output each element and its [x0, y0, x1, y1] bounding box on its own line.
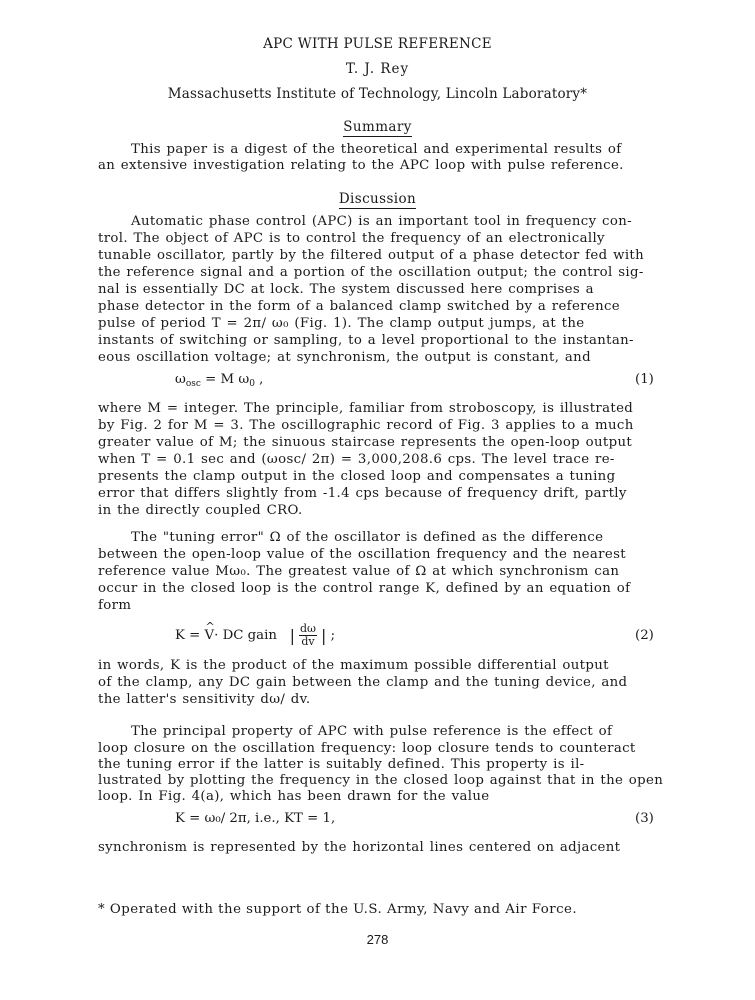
eq2-lhs: K =: [175, 628, 205, 643]
eq2-tail: ;: [330, 628, 336, 643]
eq2-frac-den: dv: [301, 635, 315, 648]
summary-heading-text: Summary: [343, 119, 412, 135]
abs-bar-right: |: [321, 625, 327, 645]
paragraph-line: of the clamp, any DC gain between the clamp and the tuning device, and: [98, 675, 628, 690]
summary-line: This paper is a digest of the theoretical and experimental results of: [131, 142, 622, 157]
footnote: * Operated with the support of the U.S. Army, Navy and Air Force.: [98, 902, 578, 917]
equation-1-number: (1): [635, 372, 654, 387]
paragraph-line: phase detector in the form of a balanced clamp switched by a reference: [98, 299, 621, 314]
paragraph-line: presents the clamp output in the closed loop and compensates a tuning: [98, 469, 616, 484]
paragraph-line: The "tuning error" Ω of the oscillator is defined as the difference: [131, 530, 604, 545]
paragraph-line: occur in the closed loop is the control range K, defined by an equation of: [98, 581, 631, 596]
eq1-lhs: ω: [175, 372, 186, 387]
equation-3-number: (3): [635, 811, 654, 826]
equation-2-number: (2): [635, 628, 654, 643]
paragraph-line: when T = 0.1 sec and (ωosc/ 2π) = 3,000,208.6 cps. The level trace re-: [98, 452, 615, 467]
paragraph-line: reference value Mω₀. The greatest value of Ω at which synchronism can: [98, 564, 620, 579]
paragraph-line: The principal property of APC with pulse reference is the effect of: [131, 724, 613, 739]
summary-line: an extensive investigation relating to the APC loop with pulse reference.: [98, 158, 624, 173]
eq1-tail: ,: [254, 372, 264, 387]
paragraph-line: form: [98, 598, 132, 613]
eq1-rhs: = M ω: [205, 372, 250, 387]
eq2-frac-num: dω: [300, 622, 317, 635]
paragraph-line: the tuning error if the latter is suitably defined. This property is il-: [98, 757, 585, 772]
paragraph-line: the reference signal and a portion of the oscillation output; the control sig-: [98, 265, 644, 280]
author-name: T. J. Rey: [345, 61, 410, 77]
paragraph-line: the latter's sensitivity dω/ dv.: [98, 692, 311, 707]
equation-2: [175, 623, 335, 648]
eq1-rhs-sub: 0: [249, 379, 255, 389]
summary-heading: [0, 119, 755, 135]
discussion-heading-text: Discussion: [338, 191, 417, 207]
paragraph-line: eous oscillation voltage; at synchronism, the output is constant, and: [98, 350, 591, 365]
abs-bar-left: |: [289, 625, 295, 645]
paragraph-line: nal is essentially DC at lock. The system discussed here comprises a: [98, 282, 594, 297]
paragraph-line: greater value of M; the sinuous staircase represents the open-loop output: [98, 435, 633, 450]
author-affiliation: Massachusetts Institute of Technology, Lincoln Laboratory*: [167, 86, 588, 102]
eq2-vhat: ^ V: [205, 628, 215, 644]
paragraph-line: where M = integer. The principle, familiar from stroboscopy, is illustrated: [98, 401, 634, 416]
paragraph-line: pulse of period T = 2π/ ω₀ (Fig. 1). The clamp output jumps, at the: [98, 316, 585, 331]
equation-3: K = ω₀/ 2π, i.e., KT = 1,: [175, 811, 336, 826]
paragraph-line: Automatic phase control (APC) is an important tool in frequency con-: [131, 214, 632, 229]
paper-title: APC WITH PULSE REFERENCE: [263, 36, 492, 52]
paragraph-line: trol. The object of APC is to control the frequency of an electronically: [98, 231, 605, 246]
paragraph-line: loop closure on the oscillation frequency: loop closure tends to counteract: [98, 741, 636, 756]
page-number: 278: [366, 932, 389, 947]
paragraph-line: in the directly coupled CRO.: [98, 503, 303, 518]
paragraph-line: between the open-loop value of the oscillation frequency and the nearest: [98, 547, 626, 562]
paragraph-line: tunable oscillator, partly by the filtered output of a phase detector fed with: [98, 248, 645, 263]
eq1-lhs-sub: osc: [185, 379, 201, 389]
eq2-mid: · DC gain: [214, 628, 277, 643]
discussion-heading: [0, 191, 755, 207]
paragraph-line: synchronism is represented by the horizontal lines centered on adjacent: [98, 840, 621, 855]
paragraph-line: instants of switching or sampling, to a level proportional to the instantan-: [98, 333, 634, 348]
paragraph-line: error that differs slightly from -1.4 cps because of frequency drift, partly: [98, 486, 627, 501]
paragraph-line: by Fig. 2 for M = 3. The oscillographic record of Fig. 3 applies to a much: [98, 418, 634, 433]
paragraph-line: in words, K is the product of the maximum possible differential output: [98, 658, 609, 673]
paragraph-line: lustrated by plotting the frequency in the closed loop against that in the open: [98, 773, 664, 788]
eq2-fraction: [299, 623, 317, 648]
equation-1: [175, 372, 263, 392]
paragraph-line: loop. In Fig. 4(a), which has been drawn for the value: [98, 789, 490, 804]
